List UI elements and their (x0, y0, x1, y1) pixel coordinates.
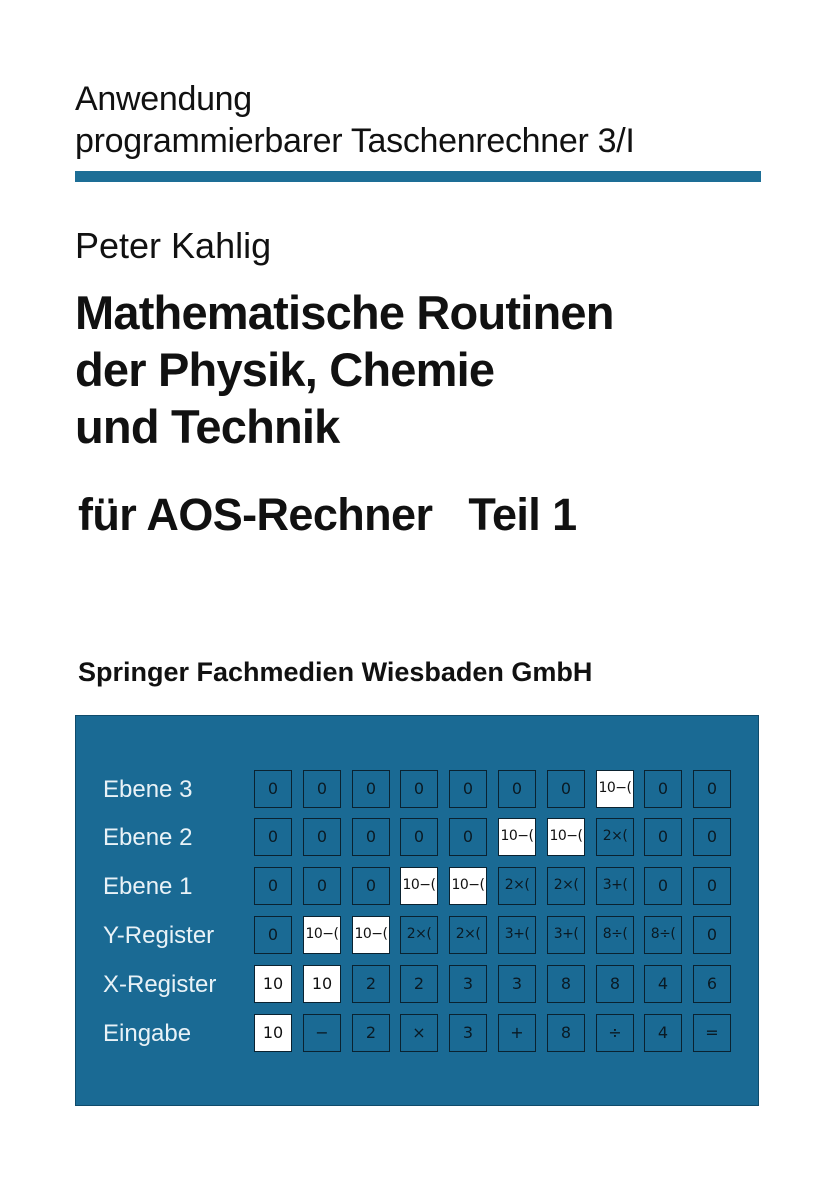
register-cell: 0 (303, 770, 341, 808)
register-row-label: X-Register (103, 971, 217, 998)
register-cell: 0 (254, 867, 292, 905)
register-cell: 2 (400, 965, 438, 1003)
register-cell: ÷ (596, 1014, 634, 1052)
register-cell: 0 (693, 916, 731, 954)
register-row (76, 770, 758, 810)
register-cell: 0 (352, 867, 390, 905)
register-row (76, 916, 758, 956)
series-line-2: programmierbarer Taschenrechner 3/I (75, 122, 635, 160)
register-cell: 0 (400, 818, 438, 856)
register-cell: 0 (303, 867, 341, 905)
register-cell: 0 (352, 770, 390, 808)
register-cell: 0 (303, 818, 341, 856)
register-row-label: Eingabe (103, 1020, 192, 1047)
publisher-name: Springer Fachmedien Wiesbaden GmbH (78, 657, 593, 687)
register-cell: 2×( (400, 916, 438, 954)
register-cell: 8 (547, 965, 585, 1003)
register-row-label: Ebene 3 (103, 776, 193, 803)
subtitle-part: Teil 1 (468, 489, 577, 540)
register-cell: 8 (596, 965, 634, 1003)
register-cell: 2×( (596, 818, 634, 856)
register-cell: 0 (547, 770, 585, 808)
accent-rule (75, 171, 761, 182)
title-line-3: und Technik (75, 400, 340, 453)
register-diagram-panel (75, 715, 759, 1106)
register-cell: 0 (693, 867, 731, 905)
book-title (75, 284, 614, 455)
register-cell: = (693, 1014, 731, 1052)
register-cell: 0 (400, 770, 438, 808)
register-cell: 0 (254, 916, 292, 954)
register-cell: 8 (547, 1014, 585, 1052)
book-subtitle (78, 488, 577, 542)
register-cell: 0 (449, 818, 487, 856)
register-row-label: Y-Register (103, 922, 215, 949)
register-cell: 0 (644, 770, 682, 808)
register-cell: 10 (303, 965, 341, 1003)
register-cell: 3+( (596, 867, 634, 905)
register-cell: 3 (498, 965, 536, 1003)
series-line-1: Anwendung (75, 80, 252, 118)
register-cell: 3+( (547, 916, 585, 954)
register-cell: 3 (449, 1014, 487, 1052)
register-cell: 2×( (547, 867, 585, 905)
register-row-label: Ebene 1 (103, 873, 193, 900)
register-cell: 10−( (400, 867, 438, 905)
register-cell: 2 (352, 1014, 390, 1052)
register-cell: 10 (254, 965, 292, 1003)
register-row (76, 867, 758, 907)
register-cell: 8÷( (644, 916, 682, 954)
register-cell: 6 (693, 965, 731, 1003)
register-cell: + (498, 1014, 536, 1052)
register-cell: 4 (644, 965, 682, 1003)
register-cell: 3+( (498, 916, 536, 954)
register-cell: 2 (352, 965, 390, 1003)
register-cell: 10 (254, 1014, 292, 1052)
register-cell: 0 (254, 818, 292, 856)
register-row (76, 1014, 758, 1054)
register-cell: 0 (449, 770, 487, 808)
register-cell: 0 (644, 867, 682, 905)
register-cell: 8÷( (596, 916, 634, 954)
series-title (75, 78, 635, 162)
title-line-2: der Physik, Chemie (75, 343, 495, 396)
register-cell: 10−( (596, 770, 634, 808)
register-cell: − (303, 1014, 341, 1052)
register-cell: 2×( (449, 916, 487, 954)
title-line-1: Mathematische Routinen (75, 286, 614, 339)
register-cell: 0 (693, 818, 731, 856)
register-cell: 0 (644, 818, 682, 856)
subtitle-main: für AOS-Rechner (78, 489, 433, 540)
register-row-label: Ebene 2 (103, 824, 193, 851)
register-cell: 0 (693, 770, 731, 808)
register-cell: 0 (254, 770, 292, 808)
register-cell: 0 (352, 818, 390, 856)
register-cell: 10−( (449, 867, 487, 905)
register-cell: 3 (449, 965, 487, 1003)
register-row (76, 818, 758, 858)
register-cell: 10−( (303, 916, 341, 954)
register-cell: 4 (644, 1014, 682, 1052)
register-cell: 10−( (498, 818, 536, 856)
register-cell: × (400, 1014, 438, 1052)
register-cell: 10−( (547, 818, 585, 856)
register-cell: 10−( (352, 916, 390, 954)
register-cell: 2×( (498, 867, 536, 905)
register-cell: 0 (498, 770, 536, 808)
register-row (76, 965, 758, 1005)
author-name: Peter Kahlig (75, 225, 272, 266)
